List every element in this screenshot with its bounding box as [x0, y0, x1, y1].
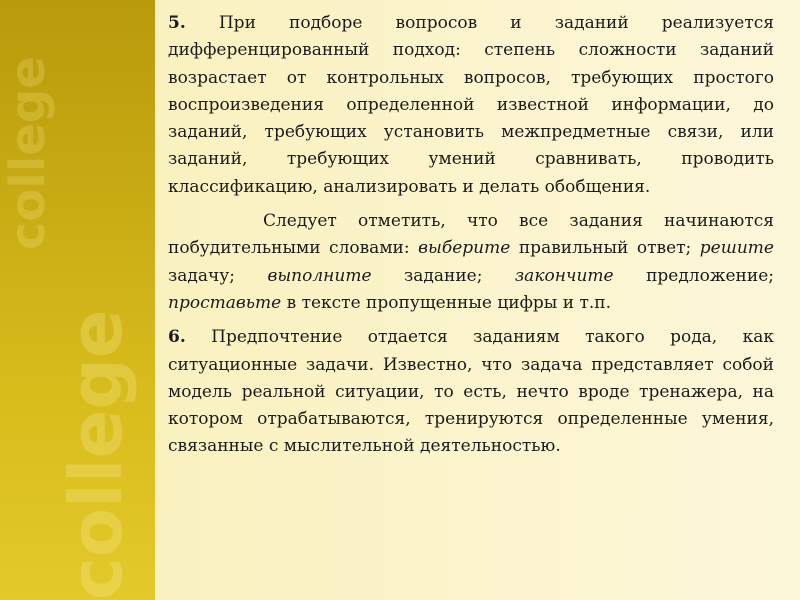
watermark-text-large: college: [54, 309, 138, 600]
note-text: правильный ответ;: [510, 238, 700, 259]
item-number: 6.: [168, 327, 186, 348]
emphasis-word: решите: [699, 238, 774, 259]
emphasis-word: проставьте: [168, 292, 282, 313]
paragraph-5: [168, 10, 774, 201]
decorative-side-band: [0, 0, 155, 600]
emphasis-word: выполните: [267, 265, 372, 286]
paragraph-text: Предпочтение отдается заданиям такого рода, как ситуационные задачи. Известно, что задача представляет собой модель реальной ситуации, то есть, нечто вроде тренажера, на котором отрабатываются, тренируются определенные умения, связанные с мыслительной деятельностью.: [168, 327, 774, 457]
note-text: задачу;: [168, 265, 268, 286]
note-text: Следует отметить, что все задания начинаются побудительными словами:: [168, 211, 774, 259]
emphasis-word: закончите: [514, 265, 614, 286]
item-number: 5.: [168, 13, 186, 33]
note-text: в тексте пропущенные цифры и т.п.: [281, 292, 612, 313]
slide-text: [168, 10, 774, 461]
emphasis-word: выберите: [418, 238, 511, 259]
paragraph-note: [168, 208, 774, 317]
watermark: [0, 0, 155, 600]
note-text: предложение;: [613, 265, 774, 286]
note-text: задание;: [371, 265, 515, 286]
watermark-text: college: [0, 56, 56, 250]
paragraph-6: [168, 324, 774, 460]
paragraph-text: При подборе вопросов и заданий реализуется дифференцированный подход: степень сложности заданий возрастает от контрольных вопросов, требующих простого воспроизведения определенной известной информации, до заданий, требующих установить межпредметные связи, или заданий, требующих умений сравнивать, проводить классификацию, анализировать и делать обобщения.: [168, 13, 774, 197]
